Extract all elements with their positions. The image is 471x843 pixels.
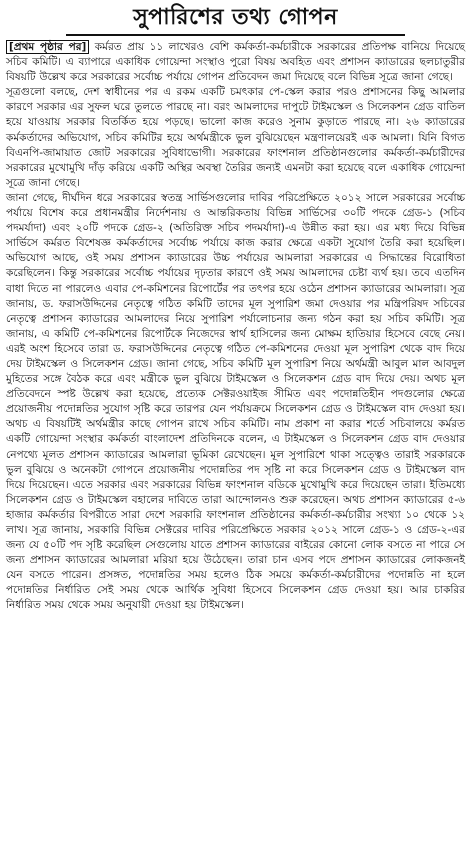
article-headline: সুপারিশের তথ্য গোপন <box>133 5 338 30</box>
headline-divider <box>66 34 405 36</box>
article-paragraph-1 <box>6 40 465 85</box>
paragraph-text: কর্মরত প্রায় ১১ লাখেরও বেশি কর্মকর্তা-কর্মচারীকে সরকারের প্রতিপক্ষ বানিয়ে দিয়েছে সচিব কমিটি। এ ব্যাপারে একাধিক গোয়েন্দা সংস্থাও পুরো বিষয় অবহিত এবং প্রশাসন ক্যাডারের ছলচাতুরীর বিষয়টি উল্লেখ করে সরকারের সর্বোচ্চ পর্যায়ে গোপন প্রতিবেদন জমা দিয়েছে বলে বিভিন্ন সূত্রে জানা গেছে। <box>6 41 465 84</box>
article-paragraph-3: জানা গেছে, দীর্ঘদিন ধরে সরকারের স্বতন্ত্র সার্ভিসগুলোর দাবির পরিপ্রেক্ষিতে ২০১২ সালে সরকারের সর্বোচ্চ পর্যায়ে বিশেষ করে প্রধানমন্ত্রীর নির্দেশনায় ও আন্তরিকতায় বিভিন্ন সার্ভিসের ৩০টি পদকে গ্রেড-১ (সচিব পদমর্যাদা) এবং ২০টি পদকে গ্রেড-২ (অতিরিক্ত সচিব পদমর্যাদা)-এ উন্নীত করা হয়। এর মধ্য দিয়ে বিভিন্ন সার্ভিসে কর্মরত বিশেষজ্ঞ কর্মকর্তাদের সর্বোচ্চ পর্যায়ে কাজ করার ক্ষেত্রে একটা সুযোগ তৈরি করা হয়েছিল। অভিযোগ আছে, ওই সময় প্রশাসন ক্যাডারের উচ্চ পর্যায়ের আমলারা সরকারের এ সিদ্ধান্তের বিরোধিতা করেছিলেন। কিন্তু সরকারের সর্বোচ্চ পর্যায়ের দৃঢ়তার কারণে ওই সময় আমলাদের চেষ্টা ব্যর্থ হয়। তবে এতদিন বাধা দিতে না পারলেও এবার পে-কমিশনের রিপোর্টের পর তৎপর হয়ে ওঠেন প্রশাসন ক্যাডারের আমলারা। সূত্র জানায়, ড. ফরাসউদ্দিনের নেতৃত্বে গঠিত কমিটি তাদের মূল সুপারিশ জমা দেওয়ার পর মন্ত্রিপরিষদ সচিবের নেতৃত্বে প্রশাসন ক্যাডারের আমলাদের নিয়ে সুপারিশ পর্যালোচনার জন্য গঠন করা হয় সচিব কমিটি। সূত্র জানায়, এ কমিটি পে-কমিশনের রিপোর্টকে নিজেদের স্বার্থ হাসিলের জন্য মোক্ষম হাতিয়ার হিসেবে বেছে নেয়। এরই অংশ হিসেবে তারা ড. ফরাসউদ্দিনের নেতৃত্বে গঠিত পে-কমিশনের দেওয়া মূল সুপারিশ থেকে বাদ দিয়ে দেয় টাইমস্কেল ও সিলেকশন গ্রেড। জানা গেছে, সচিব কমিটি মূল সুপারিশ নিয়ে অর্থমন্ত্রী আবুল মাল আবদুল মুহিতের সঙ্গে বৈঠক করে এবং মন্ত্রীকে ভুল বুঝিয়ে টাইমস্কেল ও সিলেকশন গ্রেড বাদ দিয়ে দেয়। অথচ মূল প্রতিবেদনে স্পষ্ট উল্লেখ করা হয়েছে, প্রত্যেক সেক্টরওয়াইজ সীমিত এবং পদোন্নতিহীন পদগুলোর ক্ষেত্রে প্রয়োজনীয় পদোন্নতির সুযোগ সৃষ্টি করে তারপর যেন পর্যায়ক্রমে সিলেকশন গ্রেড ও টাইমস্কেল বাদ দেওয়া হয়। অথচ এ বিষয়টিই অর্থমন্ত্রীর কাছে গোপন রাখে সচিব কমিটি। নাম প্রকাশ না করার শর্তে সচিবালয়ে কর্মরত একটি গোয়েন্দা সংস্থার কর্মকর্তা বাংলাদেশ প্রতিদিনকে বলেন, এ টাইমস্কেল ও সিলেকশন গ্রেড বাদ দেওয়ার নেপথ্যে মূলত প্রশাসন ক্যাডারের আমলারা ভূমিকা রেখেছেন। মূল সুপারিশে থাকা সত্ত্বেও তারাই সরকারকে ভুল বুঝিয়ে ও অনেকটা গোপনে প্রয়োজনীয় পদোন্নতির পদ সৃষ্টি না করে সিলেকশন গ্রেড ও টাইমস্কেল বাদ দিয়ে দিয়েছেন। এতে সরকার এবং সরকারের বিভিন্ন ফাংশনাল বডিকে মুখোমুখি করে দিয়েছেন তারা। ইতিমধ্যে সিলেকশন গ্রেড ও টাইমস্কেল বহালের দাবিতে তারা আন্দোলনও শুরু করেছেন। অথচ প্রশাসন ক্যাডারের ৫-৬ হাজার কর্মকর্তার বিপরীতে সারা দেশে সরকারি ফাংশনাল প্রতিষ্ঠানের কর্মকর্তা-কর্মচারীর সংখ্যা ১০ থেকে ১২ লাখ। সূত্র জানায়, সরকারি বিভিন্ন সেক্টরের দাবির পরিপ্রেক্ষিতে সরকার ২০১২ সালে গ্রেড-১ ও গ্রেড-২-এর জন্য যে ৫০টি পদ সৃষ্টি করেছিল সেগুলোয় যাতে প্রশাসন ক্যাডারের বাইরের কোনো লোক বসতে না পারে সে জন্য প্রশাসন ক্যাডারের আমলারা মরিয়া হয়ে উঠেছেন। তারা চান এসব পদে প্রশাসন ক্যাডারের লোকজনই যেন বসতে পারেন। প্রসঙ্গত, পদোন্নতির সময় হলেও ঠিক সময়ে কর্মকর্তা-কর্মচারীদের পদোন্নতি না হলে পদোন্নতির নির্ধারিত সেই সময় থেকে আর্থিক সুবিধা হিসেবে সিলেকশন গ্রেড দেওয়া হয়। আর চাকরির নির্ধারিত সময় থেকে সময় অনুযায়ী দেওয়া হয় টাইমস্কেল। <box>6 191 465 612</box>
article-paragraph-2: সূত্রগুলো বলছে, দেশ স্বাধীনের পর এ রকম একটি চমৎকার পে-স্কেল করার পরও প্রশাসনের কিছু আমলার কারণে সরকার এর সুফল ঘরে তুলতে পারছে না। বরং আমলাদের দাপুটে টাইমস্কেল ও সিলেকশন গ্রেড বাতিল হয়ে যাওয়ায় সরকার বিতর্কিত হয়ে পড়ছে। ভালো কাজ করেও সুনাম কুড়াতে পারছে না। ২৬ ক্যাডারের কর্মকর্তাদের অভিযোগ, সচিব কমিটির হয়ে অর্থমন্ত্রীকে ভুল বুঝিয়েছেন মন্ত্রণালয়েরই এক আমলা। যিনি বিগত বিএনপি-জামায়াত জোট সরকারের সুবিধাভোগী। সরকারের ফাংশনাল প্রতিষ্ঠানগুলোর কর্মকর্তা-কর্মচারীদের সরকারের মুখোমুখি দাঁড় করিয়ে একটি অস্থির অবস্থা তৈরির জন্যই এমনটা করা হয়েছে বলে একাধিক গোয়েন্দা সূত্রে জানা গেছে। <box>6 86 465 189</box>
continued-from-front-page-tag: [প্রথম পৃষ্ঠার পর] <box>6 40 89 54</box>
article-body <box>6 40 465 614</box>
